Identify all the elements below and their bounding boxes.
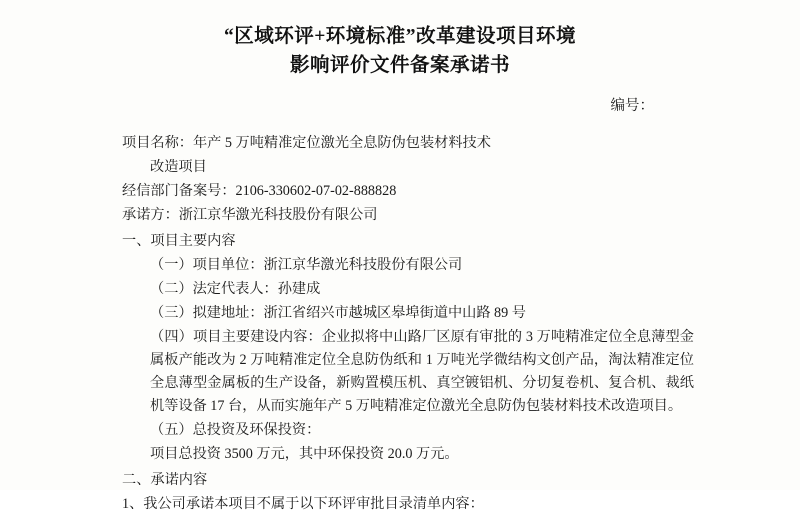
section-1-item-3: （三）拟建地址：浙江省绍兴市越城区皋埠街道中山路 89 号: [150, 304, 526, 321]
field-record-number-label: 经信部门备案号：: [122, 182, 236, 199]
title-line-1: “区域环评+环境标准”改革建设项目环境: [223, 26, 577, 47]
field-promisor: [122, 204, 694, 227]
document-code-label: 编号：: [610, 97, 654, 114]
field-project-name-label: 项目名称：: [122, 134, 193, 151]
section-heading-1: 一、项目主要内容: [122, 232, 236, 249]
title-line-2: 影响评价文件备案承诺书: [289, 55, 510, 77]
field-record-number: [122, 180, 694, 203]
section-2-item-1: 1、我公司承诺本项目不属于以下环评审批目录清单内容：: [122, 495, 484, 512]
field-promisor-value: 浙江京华激光科技股份有限公司: [178, 206, 378, 223]
field-project-name-value: 年产 5 万吨精准定位激光全息防伪包装材料技术: [192, 134, 491, 151]
document-body: [62, 132, 738, 516]
section-heading-2: 二、承诺内容: [122, 471, 208, 488]
section-1-item-1: （一）项目单位：浙江京华激光科技股份有限公司: [150, 256, 463, 273]
field-project-name-cont: 改造项目: [150, 158, 207, 175]
field-record-number-value: 2106-330602-07-02-888828: [235, 182, 397, 199]
field-project-name: [122, 132, 694, 155]
document-title: [62, 22, 738, 81]
section-1-item-5: （五）总投资及环保投资：: [150, 421, 321, 438]
field-promisor-label: 承诺方：: [122, 206, 179, 223]
section-1-item-4: （四）项目主要建设内容：企业拟将中山路厂区原有审批的 3 万吨精准定位全息薄型金属板产能改为 2 万吨精准定位全息防伪纸和 1 万吨光学微结构文创产品，淘汰精准定位全息薄型金属板的生产设备，新购置模压机、真空镀铝机、分切复卷机、复合机、裁纸机等设备 17 台，从而实施年产 5 万吨精准定位激光全息防伪包装材料技术改造项目。: [150, 328, 694, 414]
section-1-item-2: （二）法定代表人：孙建成: [150, 280, 321, 297]
section-1-item-6: 项目总投资 3500 万元，其中环保投资 20.0 万元。: [150, 445, 459, 462]
